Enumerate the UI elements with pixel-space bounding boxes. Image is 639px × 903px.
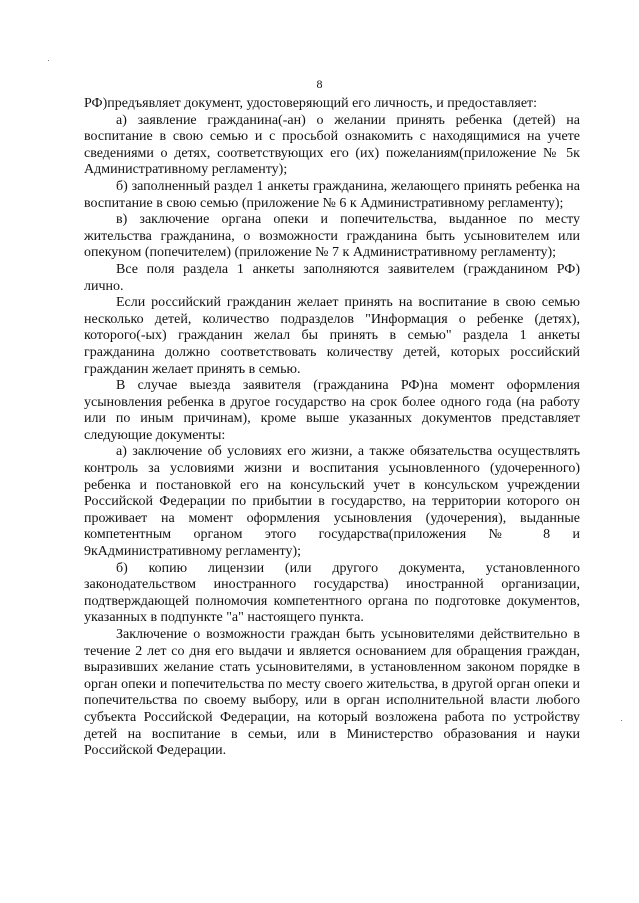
scan-speck	[621, 720, 622, 721]
paragraph-several-children: Если российский гражданин желает принять на воспитание в свою семью несколько детей, количество подразделов "Информация о ребенке (детях), которого(-ых) гражданин желал бы принять в семью" раздела 1 анкеты гражданина должно соответствовать количеству детей, которых российский гражданин желает принять в семью.	[84, 295, 580, 377]
paragraph-conclusion-validity: Заключение о возможности граждан быть усыновителями действительно в течение 2 лет со дня его выдачи и является основанием для обращения граждан, выразивших желание стать усыновителями, в установленном законом порядке в орган опеки и попечительства по месту своего жительства, в другой орган опеки и попечительства по своему выбору, или в орган исполнительной власти любого субъекта Российской Федерации, на который возложена работа по устройству детей на воспитание в семьи, или в Министерство образования и науки Российской Федерации.	[84, 627, 580, 759]
paragraph-fields-filled: Все поля раздела 1 анкеты заполняются заявителем (гражданином РФ) лично.	[84, 261, 580, 294]
paragraph-item-b-questionnaire: б) заполненный раздел 1 анкеты гражданина, желающего принять ребенка на воспитание в свою семью (приложение № 6 к Административному регламенту);	[84, 178, 580, 211]
paragraph-item-c-conclusion: в) заключение органа опеки и попечительства, выданное по месту жительства гражданина, о возможности гражданина быть усыновителем или опекуном (попечителем) (приложение № 7 к Административному регламенту);	[84, 212, 580, 261]
paragraph-item-a-application: а) заявление гражданина(-ан) о желании принять ребенка (детей) на воспитание в свою семью и с просьбой ознакомить с находящимися на учете сведениями о детях, соответствующих его (их) пожеланиям(приложение № 5к Административному регламенту);	[84, 112, 580, 178]
paragraph-continuation: РФ)предъявляет документ, удостоверяющий его личность, и предоставляет:	[84, 96, 538, 111]
scan-speck	[48, 60, 49, 61]
document-body	[84, 96, 580, 760]
page-number: 8	[316, 77, 323, 91]
paragraph-departure-item-a: а) заключение об условиях его жизни, а также обязательства осуществлять контроль за условиями жизни и воспитания усыновленного (удочеренного) ребенка и постановкой его на консульский учет в консульском учреждении Российской Федерации по прибытии в государство, на территории которого он проживает на момент оформления усыновления (удочерения), выданные компетентным органом этого государства(приложения № 8 и 9кАдминистративному регламенту);	[84, 444, 580, 560]
paragraph-departure-case: В случае выезда заявителя (гражданина РФ)на момент оформления усыновления ребенка в другое государство на срок более одного года (на работу или по иным причинам), кроме выше указанных документов представляет следующие документы:	[84, 378, 580, 443]
paragraph-departure-item-b: б) копию лицензии (или другого документа, установленного законодательством иностранного государства) иностранной организации, подтверждающей полномочия компетентного органа по подготовке документов, указанных в подпункте "а" настоящего пункта.	[84, 560, 580, 626]
